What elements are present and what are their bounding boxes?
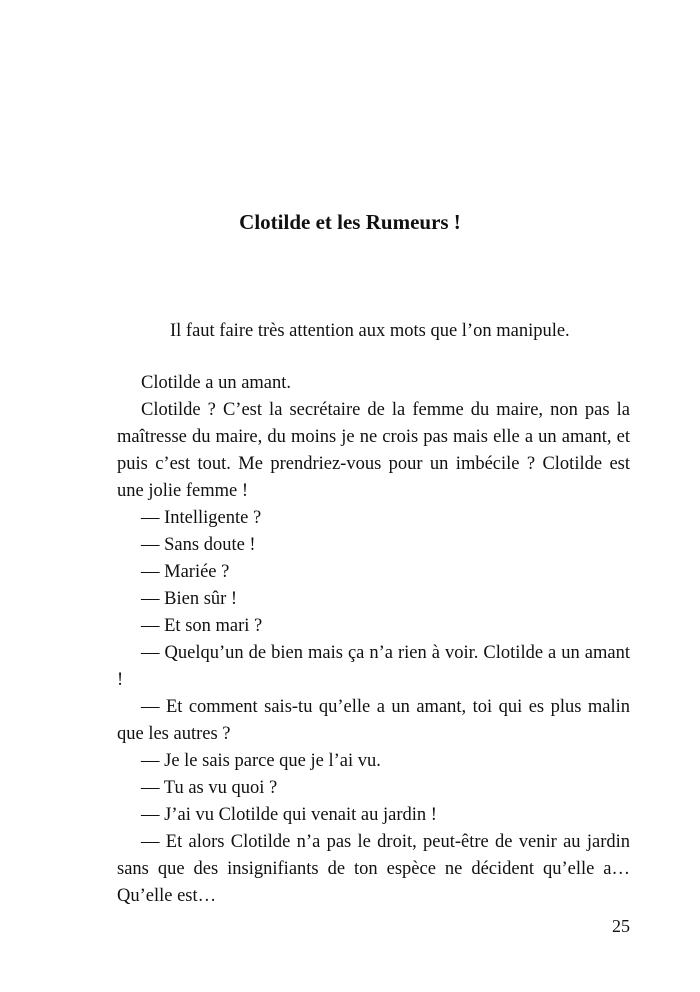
dialogue-line: — Et son mari ? bbox=[141, 616, 263, 636]
epigraph: Il faut faire très attention aux mots que l’on manipule. bbox=[170, 321, 570, 341]
dialogue-line: — Et alors Clotilde n’a pas le droit, peut-être de venir au jardin sans que des insignifiants de ton espèce ne décident qu’elle a… Qu’elle est… bbox=[117, 832, 630, 906]
dialogue-line: — Quelqu’un de bien mais ça n’a rien à voir. Clotilde a un amant ! bbox=[117, 643, 630, 690]
dialogue-line: — Et comment sais-tu qu’elle a un amant, toi qui es plus malin que les autres ? bbox=[117, 697, 630, 744]
dialogue-line: — Bien sûr ! bbox=[141, 589, 238, 609]
dialogue-line: — Je le sais parce que je l’ai vu. bbox=[141, 751, 381, 771]
dialogue-line: — Intelligente ? bbox=[141, 508, 262, 528]
page-number: 25 bbox=[612, 916, 630, 936]
dialogue-line: — Tu as vu quoi ? bbox=[141, 778, 278, 798]
dialogue-line: — J’ai vu Clotilde qui venait au jardin ! bbox=[141, 805, 437, 825]
paragraph: Clotilde ? C’est la secrétaire de la femme du maire, non pas la maîtresse du maire, du moins je ne crois pas mais elle a un amant, et puis c’est tout. Me prendriez-vous pour un imbécile ? Clotilde est une jolie femme ! bbox=[117, 400, 630, 501]
dialogue-line: — Mariée ? bbox=[141, 562, 230, 582]
chapter-body bbox=[117, 370, 630, 910]
chapter-title: Clotilde et les Rumeurs ! bbox=[239, 210, 461, 234]
paragraph: Clotilde a un amant. bbox=[141, 373, 292, 393]
dialogue-line: — Sans doute ! bbox=[141, 535, 256, 555]
